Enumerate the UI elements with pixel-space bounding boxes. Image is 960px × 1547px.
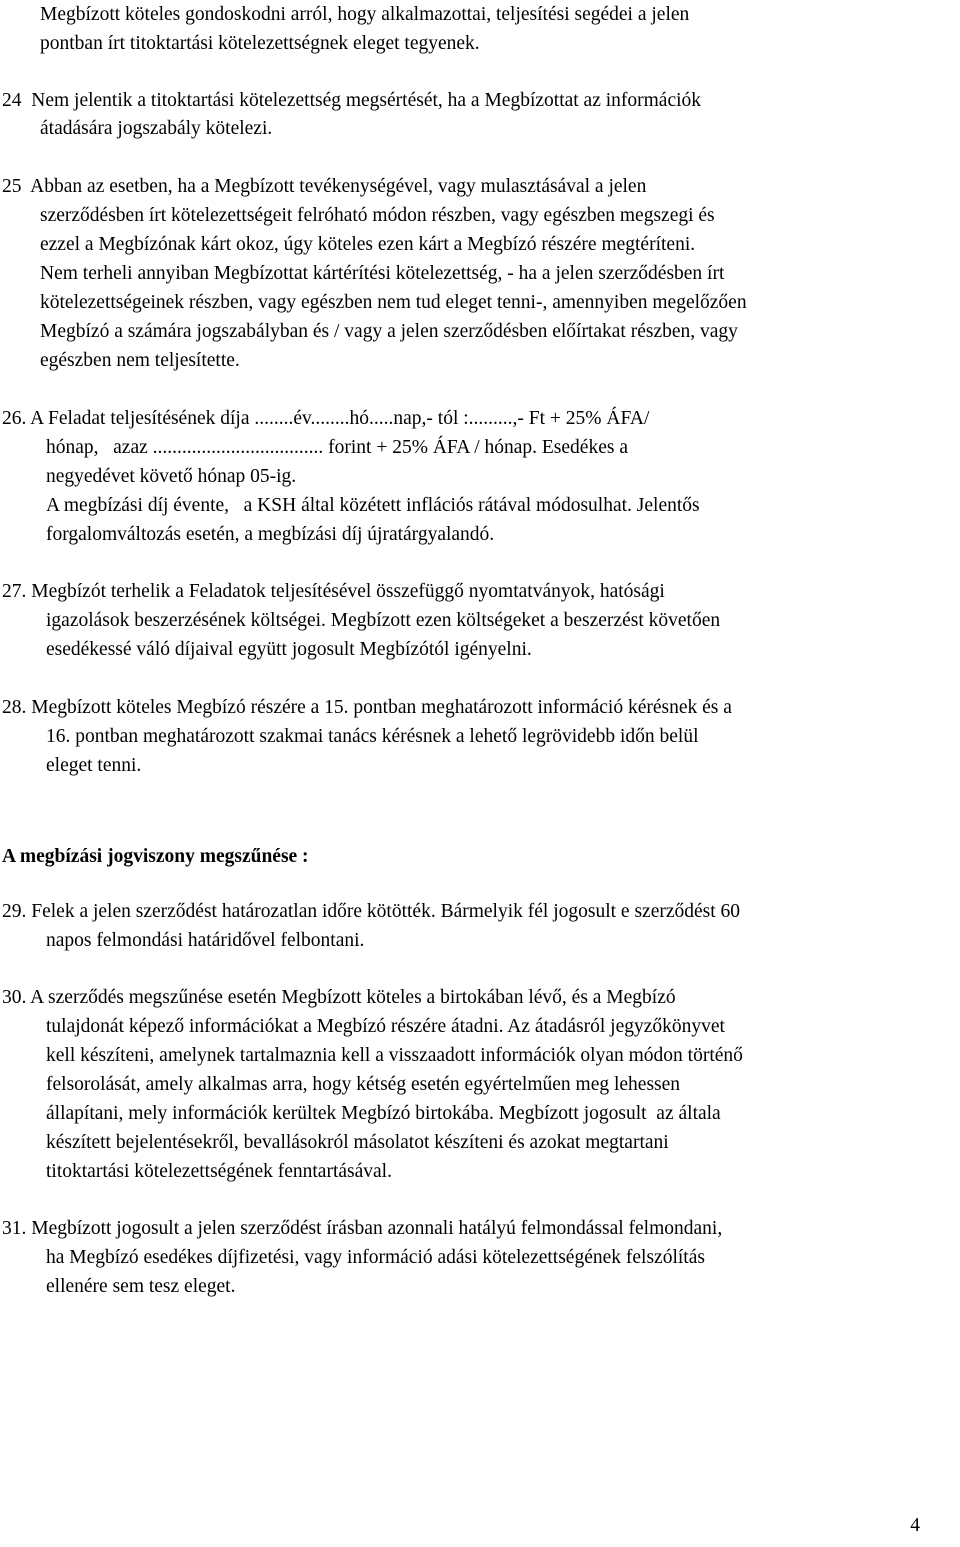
- paragraph-28-line-1: 28. Megbízott köteles Megbízó részére a 15. pontban meghatározott információ kérésnek és a: [2, 697, 732, 718]
- paragraph-31-line-1: 31. Megbízott jogosult a jelen szerződést írásban azonnali hatályú felmondással felmondani,: [2, 1218, 723, 1239]
- paragraph-27-line-2: igazolások beszerzésének költségei. Megbízott ezen költségeket a beszerzést követően: [46, 610, 721, 631]
- paragraph-continuation-line-2: pontban írt titoktartási kötelezettségnek eleget tegyenek.: [40, 33, 480, 54]
- paragraph-26-line-5: forgalomváltozás esetén, a megbízási díj újratárgyalandó.: [46, 524, 495, 545]
- paragraph-25-line-4: Nem terheli annyiban Megbízottat kártérítési kötelezettség, - ha a jelen szerződésben írt: [40, 263, 725, 284]
- paragraph-24-line-1: 24 Nem jelentik a titoktartási kötelezettség megsértését, ha a Megbízottat az információk: [2, 90, 702, 111]
- paragraph-26-line-2: hónap, azaz ................................... forint + 25% ÁFA / hónap. Esedékes a: [46, 437, 628, 458]
- paragraph-30-line-7: titoktartási kötelezettségének fenntartásával.: [46, 1161, 392, 1182]
- paragraph-30-line-4: felsorolását, amely alkalmas arra, hogy kétség esetén egyértelműen meg lehessen: [46, 1074, 681, 1095]
- paragraph-31-line-2: ha Megbízó esedékes díjfizetési, vagy információ adási kötelezettségének felszólítás: [46, 1247, 705, 1268]
- paragraph-25-line-1: 25 Abban az esetben, ha a Megbízott tevékenységével, vagy mulasztásával a jelen: [2, 176, 647, 197]
- paragraph-31-line-3: ellenére sem tesz eleget.: [46, 1276, 236, 1297]
- paragraph-27-line-1: 27. Megbízót terhelik a Feladatok teljesítésével összefüggő nyomtatványok, hatósági: [2, 581, 665, 602]
- paragraph-30-line-1: 30. A szerződés megszűnése esetén Megbízott köteles a birtokában lévő, és a Megbízó: [2, 987, 676, 1008]
- paragraph-26-line-4: A megbízási díj évente, a KSH által közétett inflációs rátával módosulhat. Jelentős: [46, 495, 700, 516]
- paragraph-continuation-line-1: Megbízott köteles gondoskodni arról, hogy alkalmazottai, teljesítési segédei a jelen: [40, 4, 690, 25]
- paragraph-25-line-6: Megbízó a számára jogszabályban és / vagy a jelen szerződésben előírtakat részben, vagy: [40, 321, 738, 342]
- paragraph-25-line-5: kötelezettségeinek részben, vagy egészben nem tud eleget tenni-, amennyiben megelőzően: [40, 292, 747, 313]
- paragraph-25-line-2: szerződésben írt kötelezettségeit felróható módon részben, vagy egészben megszegi és: [40, 205, 715, 226]
- paragraph-28-line-3: eleget tenni.: [46, 755, 142, 776]
- paragraph-27-line-3: esedékessé váló díjaival együtt jogosult Megbízótól igényelni.: [46, 639, 532, 660]
- paragraph-25-line-3: ezzel a Megbízónak kárt okoz, úgy köteles ezen kárt a Megbízó részére megtéríteni.: [40, 234, 696, 255]
- paragraph-29-line-2: napos felmondási határidővel felbontani.: [46, 930, 365, 951]
- paragraph-25-line-7: egészben nem teljesítette.: [40, 350, 240, 371]
- paragraph-26-line-3: negyedévet követő hónap 05-ig.: [46, 466, 297, 487]
- section-heading: A megbízási jogviszony megszűnése :: [2, 846, 309, 867]
- paragraph-24-line-2: átadására jogszabály kötelezi.: [40, 118, 273, 139]
- paragraph-30-line-3: kell készíteni, amelynek tartalmaznia kell a visszaadott információk olyan módon történő: [46, 1045, 743, 1066]
- page-number: 4: [910, 1515, 920, 1536]
- paragraph-30-line-2: tulajdonát képező információkat a Megbízó részére átadni. Az átadásról jegyzőkönyvet: [46, 1016, 725, 1037]
- paragraph-26-line-1: 26. A Feladat teljesítésének díja ........év........hó.....nap,- tól :.........,- Ft + 25% ÁFA/: [2, 408, 650, 429]
- paragraph-30-line-6: készített bejelentésekről, bevallásokról másolatot készíteni és azokat megtartani: [46, 1132, 669, 1153]
- paragraph-30-line-5: állapítani, mely információk kerültek Megbízó birtokába. Megbízott jogosult az általa: [46, 1103, 721, 1124]
- paragraph-29-line-1: 29. Felek a jelen szerződést határozatlan időre kötötték. Bármelyik fél jogosult e szerződést 60: [2, 901, 741, 922]
- paragraph-28-line-2: 16. pontban meghatározott szakmai tanács kérésnek a lehető legrövidebb időn belül: [46, 726, 699, 747]
